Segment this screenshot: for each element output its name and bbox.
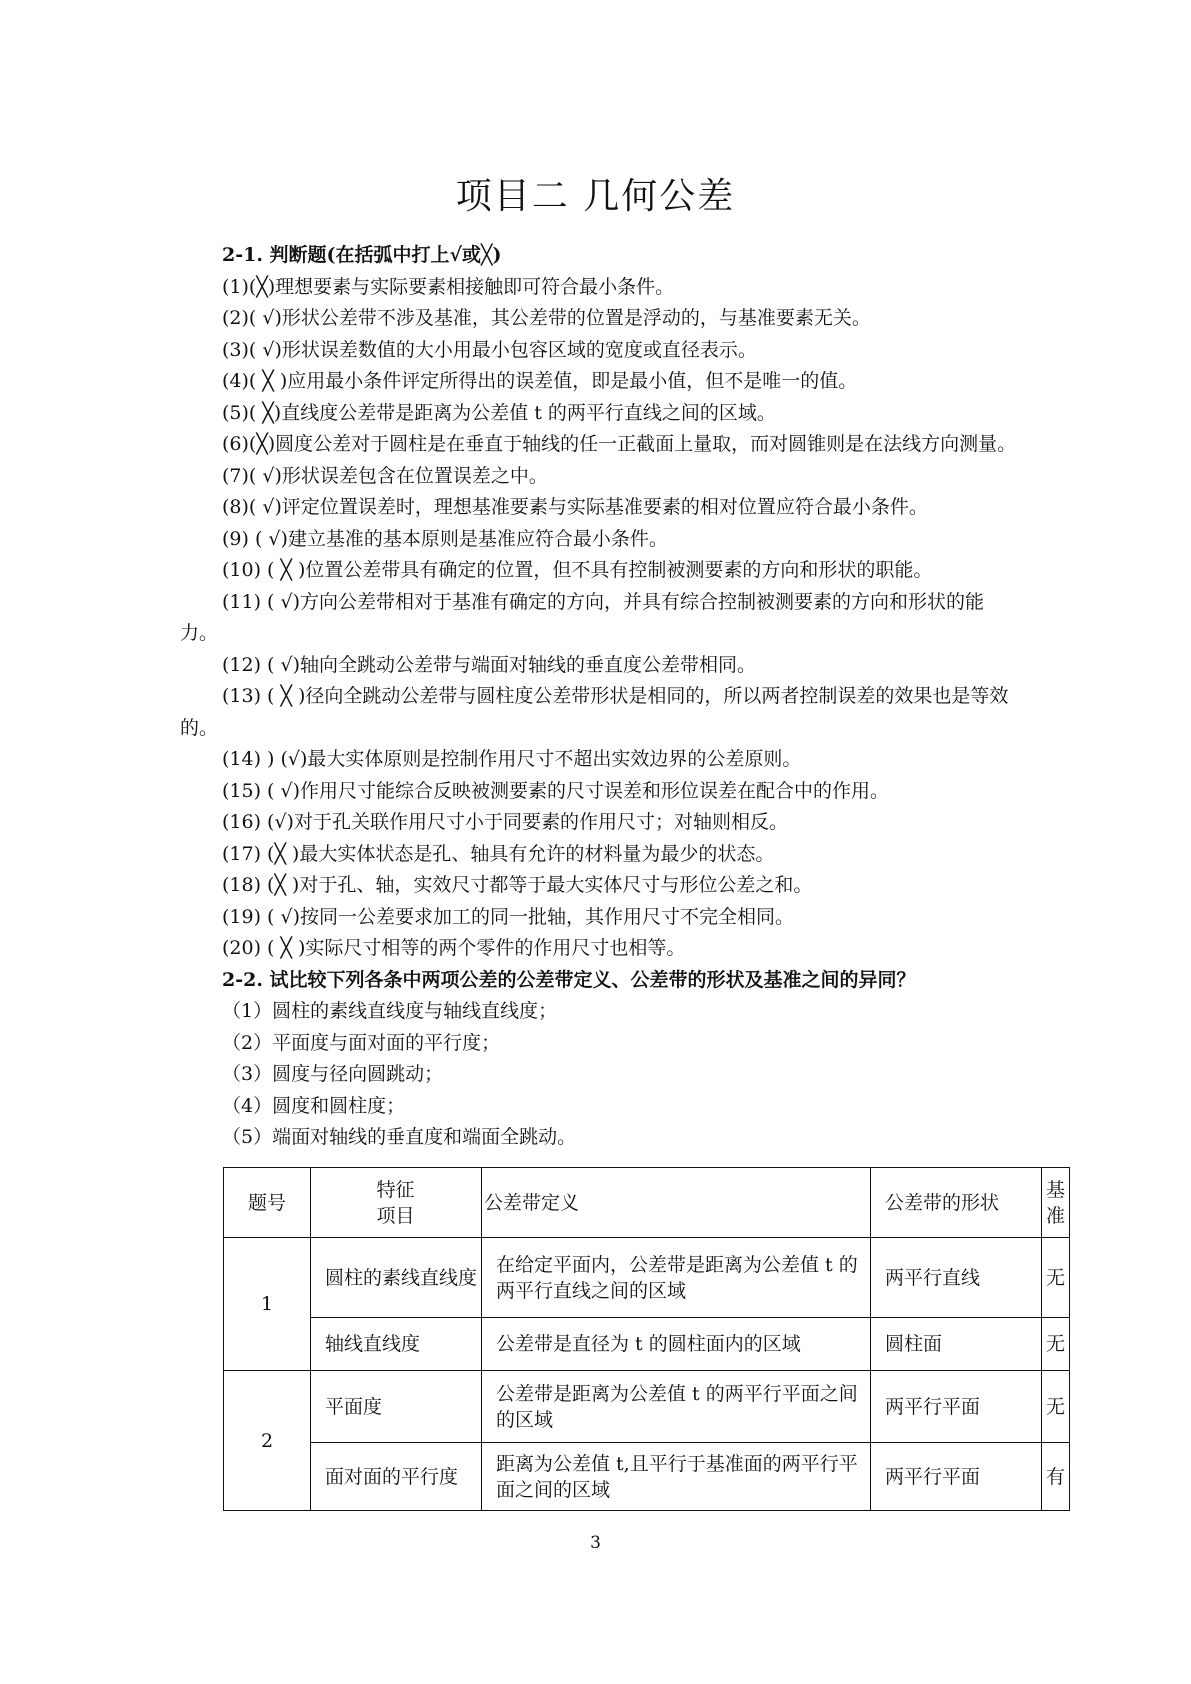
compare-item: （3）圆度与径向圆跳动； <box>222 1063 444 1085</box>
question-item: (14) ) (√)最大实体原则是控制作用尺寸不超出实效边界的公差原则。 <box>222 748 802 770</box>
cell-definition: 在给定平面内，公差带是距离为公差值 t 的两平行直线之间的区域 <box>482 1238 871 1318</box>
question-item: (5)( ╳)直线度公差带是距离为公差值 t 的两平行直线之间的区域。 <box>222 401 776 424</box>
compare-item: （2）平面度与面对面的平行度； <box>222 1031 501 1054</box>
question-item: (15) ( √)作用尺寸能综合反映被测要素的尺寸误差和形位误差在配合中的作用。 <box>222 779 890 802</box>
cell-shape: 两平行平面 <box>871 1443 1042 1511</box>
cell-feature: 面对面的平行度 <box>311 1443 482 1511</box>
question-item: (9) ( √)建立基准的基本原则是基准应符合最小条件。 <box>222 527 668 550</box>
page-title: 项目二 几何公差 <box>455 176 736 217</box>
question-item: (17) (╳ )最大实体状态是孔、轴具有允许的材料量为最少的状态。 <box>222 842 775 865</box>
question-item: (8)( √)评定位置误差时，理想基准要素与实际基准要素的相对位置应符合最小条件。 <box>222 496 928 518</box>
cell-feature: 圆柱的素线直线度 <box>311 1238 482 1318</box>
cell-datum: 无 <box>1042 1318 1070 1371</box>
question-item: (12) ( √)轴向全跳动公差带与端面对轴线的垂直度公差带相同。 <box>222 653 757 676</box>
question-item: (11) ( √)方向公差带相对于基准有确定的方向，并具有综合控制被测要素的方向和形状的能力。 <box>180 590 985 644</box>
table-row <box>224 1318 1070 1371</box>
header-shape: 公差带的形状 <box>871 1168 1042 1238</box>
question-item: (16) (√)对于孔关联作用尺寸小于同要素的作用尺寸；对轴则相反。 <box>222 811 788 833</box>
header-feature <box>311 1168 482 1238</box>
table-row <box>224 1371 1070 1443</box>
header-feature-line1: 特征 <box>376 1178 415 1201</box>
cell-no: 2 <box>224 1371 311 1511</box>
question-item: (4)( ╳ )应用最小条件评定所得出的误差值，即是最小值，但不是唯一的值。 <box>222 370 858 392</box>
table-row <box>224 1443 1070 1511</box>
cell-shape: 圆柱面 <box>871 1318 1042 1371</box>
question-item: (7)( √)形状误差包含在位置误差之中。 <box>222 464 548 487</box>
cell-datum: 无 <box>1042 1371 1070 1443</box>
compare-item: （5）端面对轴线的垂直度和端面全跳动。 <box>222 1126 577 1148</box>
document-body <box>180 240 1020 1154</box>
compare-item: （4）圆度和圆柱度； <box>222 1094 406 1117</box>
question-item: (1)(╳)理想要素与实际要素相接触即可符合最小条件。 <box>222 275 675 298</box>
question-item: (6)(╳)圆度公差对于圆柱是在垂直于轴线的任一正截面上量取，而对圆锥则是在法线方向测量。 <box>222 433 1017 455</box>
cell-no: 1 <box>224 1238 311 1371</box>
question-item: (13) ( ╳ )径向全跳动公差带与圆柱度公差带形状是相同的，所以两者控制误差的效果也是等效的。 <box>180 685 1009 739</box>
question-item: (3)( √)形状误差数值的大小用最小包容区域的宽度或直径表示。 <box>222 338 757 361</box>
question-item: (2)( √)形状公差带不涉及基准，其公差带的位置是浮动的，与基准要素无关。 <box>222 307 871 329</box>
question-item: (10) ( ╳ )位置公差带具有确定的位置，但不具有控制被测要素的方向和形状的职能。 <box>222 559 933 581</box>
question-item: (20) ( ╳ )实际尺寸相等的两个零件的作用尺寸也相等。 <box>222 937 686 959</box>
comparison-table <box>223 1167 1070 1511</box>
cell-definition: 公差带是距离为公差值 t 的两平行平面之间的区域 <box>482 1371 871 1443</box>
section-heading-2-2: 2-2. 试比较下列各条中两项公差的公差带定义、公差带的形状及基准之间的异同？ <box>222 968 916 991</box>
header-feature-line2: 项目 <box>376 1204 415 1227</box>
cell-datum: 有 <box>1042 1443 1070 1511</box>
cell-feature: 平面度 <box>311 1371 482 1443</box>
section-heading-2-1: 2-1. 判断题(在括弧中打上√或╳) <box>222 244 502 266</box>
cell-definition: 公差带是直径为 t 的圆柱面内的区域 <box>482 1318 871 1371</box>
table-header-row <box>224 1168 1070 1238</box>
cell-definition: 距离为公差值 t,且平行于基准面的两平行平面之间的区域 <box>482 1443 871 1511</box>
table-row <box>224 1238 1070 1318</box>
header-datum: 基准 <box>1042 1168 1070 1238</box>
compare-item: （1）圆柱的素线直线度与轴线直线度； <box>222 1000 558 1022</box>
cell-feature: 轴线直线度 <box>311 1318 482 1371</box>
question-item: (19) ( √)按同一公差要求加工的同一批轴，其作用尺寸不完全相同。 <box>222 905 795 928</box>
cell-shape: 两平行平面 <box>871 1371 1042 1443</box>
header-no: 题号 <box>224 1168 311 1238</box>
cell-shape: 两平行直线 <box>871 1238 1042 1318</box>
page-number: 3 <box>590 1533 601 1553</box>
header-definition: 公差带定义 <box>482 1168 871 1238</box>
cell-datum: 无 <box>1042 1238 1070 1318</box>
question-item: (18) (╳ )对于孔、轴，实效尺寸都等于最大实体尺寸与形位公差之和。 <box>222 874 813 896</box>
